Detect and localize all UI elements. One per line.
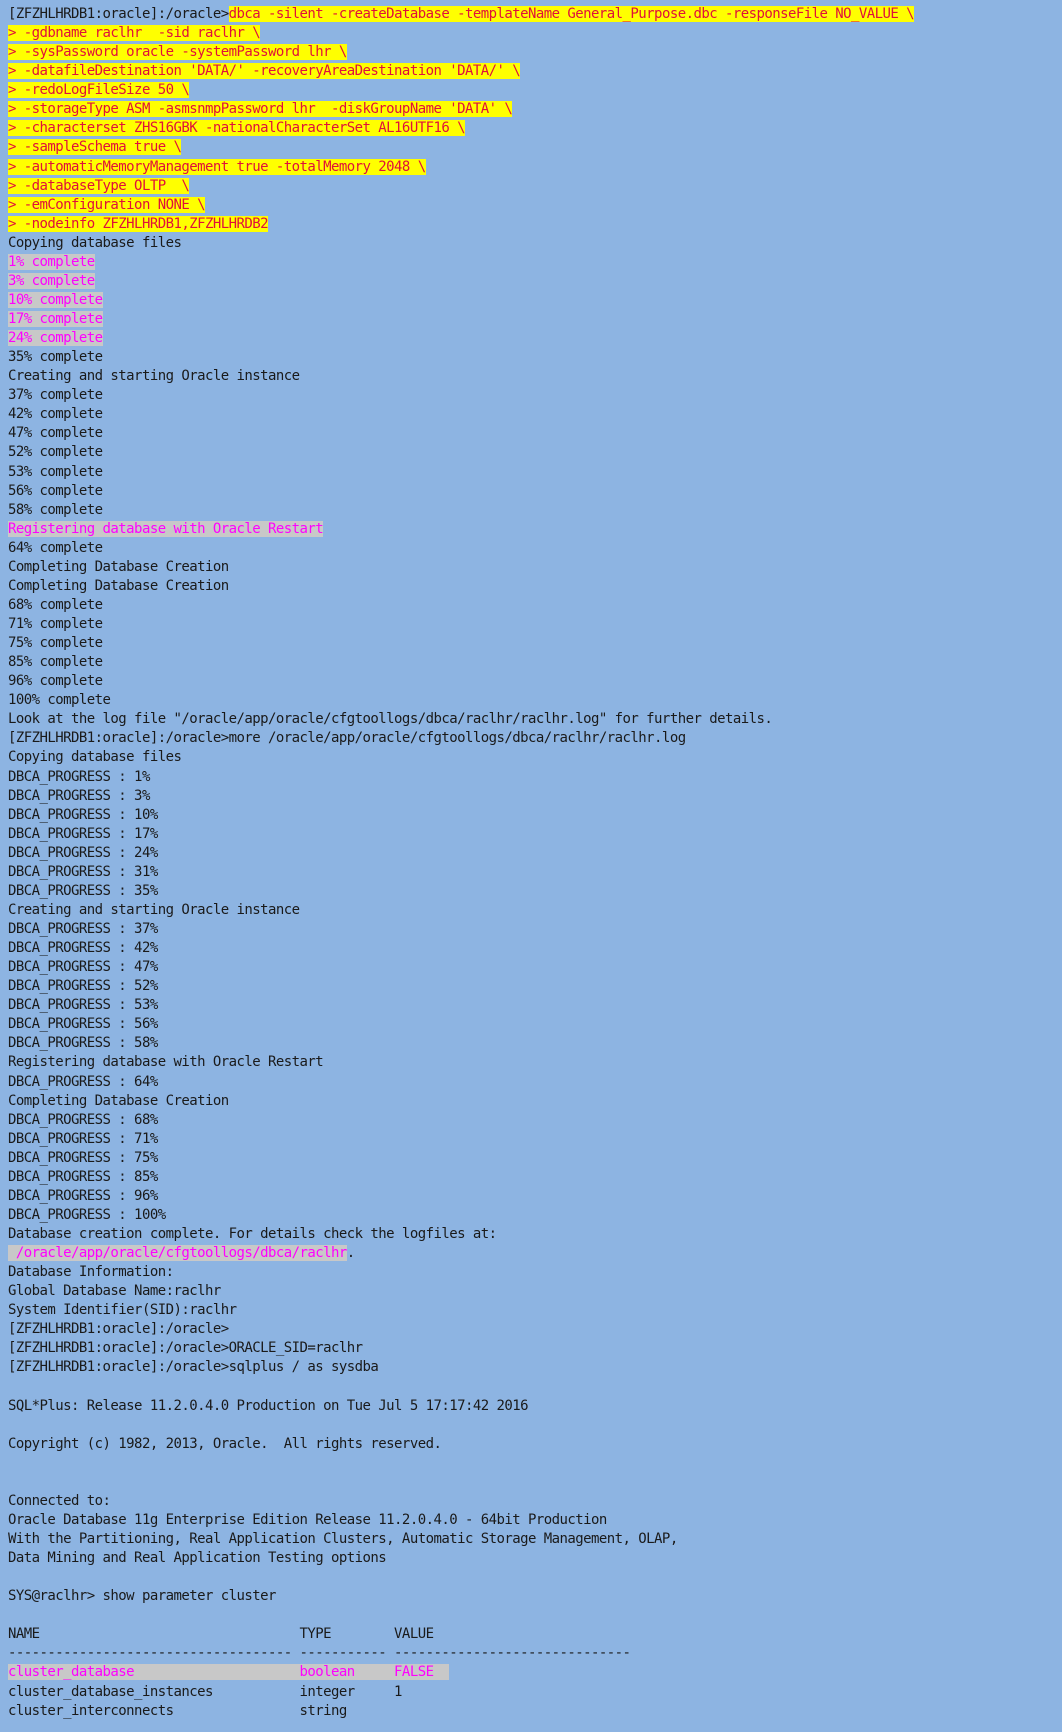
terminal-line	[8, 1587, 1062, 1606]
terminal-line	[8, 501, 1062, 520]
terminal-highlighted-text: 1% complete	[8, 253, 95, 270]
terminal-line-text: Data Mining and Real Application Testing options	[8, 1550, 387, 1567]
terminal-line	[8, 1130, 1062, 1149]
terminal-line-text: Global Database Name:raclhr	[8, 1283, 221, 1300]
terminal-line-text: Copying database files	[8, 234, 182, 251]
terminal-line-text: DBCA_PROGRESS : 100%	[8, 1206, 166, 1223]
terminal-line	[8, 158, 1062, 177]
terminal-line	[8, 119, 1062, 138]
terminal-highlighted-text: 17% complete	[8, 311, 103, 327]
terminal-highlighted-text: 10% complete	[8, 291, 103, 308]
terminal-highlighted-text: 24% complete	[8, 330, 103, 347]
terminal-line-text: Oracle Database 11g Enterprise Edition Release 11.2.0.4.0 - 64bit Production	[8, 1511, 607, 1528]
terminal-line	[8, 386, 1062, 405]
terminal-line	[8, 1301, 1062, 1320]
terminal-line	[8, 1168, 1062, 1187]
terminal-line	[8, 463, 1062, 482]
terminal-line-text: 56% complete	[8, 482, 103, 499]
terminal-line	[8, 1206, 1062, 1225]
terminal-line-text: 68% complete	[8, 596, 103, 613]
terminal-line-text: DBCA_PROGRESS : 10%	[8, 806, 158, 823]
terminal-line-text: Look at the log file "/oracle/app/oracle/cfgtoollogs/dbca/raclhr/raclhr.log" for further details.	[8, 711, 773, 728]
terminal-line	[8, 768, 1062, 787]
terminal-line-text: DBCA_PROGRESS : 53%	[8, 997, 158, 1014]
terminal-line	[8, 482, 1062, 501]
terminal-line	[8, 1663, 1062, 1682]
terminal-line	[8, 1034, 1062, 1053]
terminal-line	[8, 329, 1062, 348]
terminal-highlighted-text: > -emConfiguration NONE \	[8, 196, 205, 213]
terminal-line	[8, 1339, 1062, 1358]
terminal-line-text: Connected to:	[8, 1492, 111, 1509]
terminal-line-text: Copyright (c) 1982, 2013, Oracle. All rights reserved.	[8, 1435, 442, 1452]
terminal-line	[8, 1015, 1062, 1034]
terminal-line-text: Copying database files	[8, 749, 182, 766]
terminal-line	[8, 1397, 1062, 1416]
terminal-line	[8, 253, 1062, 272]
terminal-line	[8, 1263, 1062, 1282]
terminal-line	[8, 1683, 1062, 1702]
terminal-line	[8, 806, 1062, 825]
terminal-line	[8, 882, 1062, 901]
terminal-line	[8, 577, 1062, 596]
terminal-line-text: 42% complete	[8, 406, 103, 423]
terminal-line-text: DBCA_PROGRESS : 42%	[8, 940, 158, 957]
terminal-line	[8, 196, 1062, 215]
terminal-line-text: 71% complete	[8, 616, 103, 632]
terminal-line	[8, 825, 1062, 844]
terminal-line	[8, 1225, 1062, 1244]
terminal-highlighted-text: > -storageType ASM -asmsnmpPassword lhr -diskGroupName 'DATA' \	[8, 101, 513, 118]
terminal-line	[8, 1606, 1062, 1625]
terminal-line	[8, 977, 1062, 996]
terminal-line	[8, 939, 1062, 958]
terminal-highlighted-text: dbca -silent -createDatabase -templateName General_Purpose.dbc -responseFile NO_VALUE \	[228, 6, 915, 22]
terminal-highlighted-text: > -nodeinfo ZFZHLHRDB1,ZFZHLHRDB2	[8, 215, 268, 232]
terminal-highlighted-text: > -databaseType OLTP \	[8, 177, 190, 194]
terminal-line	[8, 424, 1062, 443]
terminal-line-text: Database Information:	[8, 1264, 174, 1281]
terminal-highlighted-text: > -sampleSchema true \	[8, 139, 182, 156]
terminal-line-text: Creating and starting Oracle instance	[8, 901, 300, 918]
terminal-line-text: DBCA_PROGRESS : 24%	[8, 844, 158, 861]
terminal-highlighted-text: > -gdbname raclhr -sid raclhr \	[8, 25, 261, 42]
terminal-line-text: DBCA_PROGRESS : 52%	[8, 978, 158, 995]
terminal-line	[8, 558, 1062, 577]
terminal-line	[8, 672, 1062, 691]
terminal-highlighted-text: /oracle/app/oracle/cfgtoollogs/dbca/raclhr	[8, 1245, 347, 1262]
terminal-line	[8, 62, 1062, 81]
terminal-line	[8, 310, 1062, 329]
terminal-line	[8, 691, 1062, 710]
terminal-line-text: [ZFZHLHRDB1:oracle]:/oracle>sqlplus / as sysdba	[8, 1359, 379, 1376]
terminal-line-text: 75% complete	[8, 635, 103, 652]
terminal-line	[8, 234, 1062, 253]
terminal-line-text: DBCA_PROGRESS : 37%	[8, 921, 158, 937]
terminal-line	[8, 920, 1062, 939]
terminal-line	[8, 1549, 1062, 1568]
terminal-line	[8, 1416, 1062, 1435]
terminal-line-suffix: .	[346, 1245, 355, 1262]
terminal-line	[8, 1053, 1062, 1072]
terminal-line-text: 53% complete	[8, 463, 103, 480]
terminal-line-text: Database creation complete. For details check the logfiles at:	[8, 1226, 497, 1242]
terminal-line	[8, 1320, 1062, 1339]
terminal-line-text: DBCA_PROGRESS : 56%	[8, 1016, 158, 1033]
terminal-line	[8, 1282, 1062, 1301]
terminal-line-text: 58% complete	[8, 501, 103, 518]
terminal-line-text: Registering database with Oracle Restart	[8, 1054, 324, 1071]
terminal-line-text: DBCA_PROGRESS : 47%	[8, 959, 158, 976]
terminal-highlighted-text: > -sysPassword oracle -systemPassword lhr \	[8, 44, 347, 61]
terminal-line	[8, 1625, 1062, 1644]
terminal-line	[8, 100, 1062, 119]
terminal-line-text: DBCA_PROGRESS : 64%	[8, 1073, 158, 1090]
terminal-line	[8, 405, 1062, 424]
terminal-line-text: DBCA_PROGRESS : 17%	[8, 825, 158, 842]
terminal-line	[8, 710, 1062, 729]
terminal-highlighted-text: 3% complete	[8, 272, 95, 289]
terminal-line	[8, 520, 1062, 539]
terminal-line	[8, 996, 1062, 1015]
terminal-line-text: NAME TYPE VALUE	[8, 1626, 434, 1643]
terminal-line	[8, 5, 1062, 24]
terminal-line-text: Creating and starting Oracle instance	[8, 368, 300, 385]
terminal-line-text: [ZFZHLHRDB1:oracle]:/oracle>	[8, 1321, 229, 1338]
terminal-line-text: cluster_interconnects string	[8, 1702, 347, 1719]
terminal-highlighted-text: cluster_database boolean FALSE	[8, 1664, 450, 1681]
terminal-line	[8, 1492, 1062, 1511]
terminal-line-text: [ZFZHLHRDB1:oracle]:/oracle>more /oracle/app/oracle/cfgtoollogs/dbca/raclhr/raclhr.log	[8, 730, 686, 747]
terminal-line	[8, 1702, 1062, 1721]
terminal-line-text: DBCA_PROGRESS : 35%	[8, 882, 158, 899]
terminal-line	[8, 1092, 1062, 1111]
terminal-line	[8, 863, 1062, 882]
terminal-line-text: DBCA_PROGRESS : 75%	[8, 1149, 158, 1166]
terminal-line	[8, 81, 1062, 100]
terminal-line	[8, 291, 1062, 310]
terminal-line	[8, 596, 1062, 615]
terminal-line	[8, 539, 1062, 558]
terminal-line	[8, 1511, 1062, 1530]
terminal-line	[8, 1187, 1062, 1206]
terminal-line	[8, 634, 1062, 653]
terminal-line-text: System Identifier(SID):raclhr	[8, 1302, 237, 1319]
terminal-line-text: Completing Database Creation	[8, 1092, 229, 1109]
terminal-line-text: DBCA_PROGRESS : 96%	[8, 1187, 158, 1204]
terminal-line-text: 100% complete	[8, 692, 111, 709]
terminal-line-text: DBCA_PROGRESS : 3%	[8, 787, 150, 804]
terminal-line-text: DBCA_PROGRESS : 85%	[8, 1168, 158, 1185]
terminal-line	[8, 1378, 1062, 1397]
terminal-line	[8, 1358, 1062, 1377]
terminal-line-text: 52% complete	[8, 444, 103, 461]
terminal-line-text: 35% complete	[8, 349, 103, 366]
terminal-line-text: SYS@raclhr> show parameter cluster	[8, 1588, 276, 1605]
terminal-line	[8, 1244, 1062, 1263]
terminal-line-text: 96% complete	[8, 673, 103, 690]
terminal-line-text: 37% complete	[8, 387, 103, 404]
terminal-line	[8, 367, 1062, 386]
terminal-line	[8, 844, 1062, 863]
terminal-highlighted-text: > -characterset ZHS16GBK -nationalCharacterSet AL16UTF16 \	[8, 120, 465, 137]
terminal-highlighted-text: > -datafileDestination 'DATA/' -recoveryAreaDestination 'DATA/' \	[8, 63, 521, 80]
terminal-highlighted-text: Registering database with Oracle Restart	[8, 520, 324, 537]
terminal-line-text: DBCA_PROGRESS : 1%	[8, 768, 150, 785]
terminal-highlighted-text: > -automaticMemoryManagement true -totalMemory 2048 \	[8, 158, 426, 175]
terminal-line	[8, 443, 1062, 462]
terminal-line	[8, 1435, 1062, 1454]
terminal-line	[8, 958, 1062, 977]
terminal-line	[8, 215, 1062, 234]
terminal-line	[8, 1073, 1062, 1092]
terminal-line-text: DBCA_PROGRESS : 58%	[8, 1035, 158, 1052]
terminal-line-text: 64% complete	[8, 539, 103, 556]
terminal-line	[8, 901, 1062, 920]
terminal-line	[8, 1454, 1062, 1473]
terminal-line	[8, 43, 1062, 62]
terminal-line-text: [ZFZHLHRDB1:oracle]:/oracle>ORACLE_SID=raclhr	[8, 1340, 363, 1357]
terminal-line-text: DBCA_PROGRESS : 68%	[8, 1111, 158, 1128]
terminal-line	[8, 1473, 1062, 1492]
terminal-line	[8, 1530, 1062, 1549]
terminal-line-text: cluster_database_instances integer 1	[8, 1683, 402, 1700]
terminal-line	[8, 615, 1062, 634]
terminal-line-text: Completing Database Creation	[8, 558, 229, 575]
terminal-line-text: Completing Database Creation	[8, 577, 229, 594]
terminal-line-text: [ZFZHLHRDB1:oracle]:/oracle>	[8, 6, 229, 22]
terminal-line-text: DBCA_PROGRESS : 71%	[8, 1130, 158, 1147]
terminal-line	[8, 177, 1062, 196]
terminal-highlighted-text: > -redoLogFileSize 50 \	[8, 82, 190, 99]
terminal-line	[8, 729, 1062, 748]
terminal-line	[8, 653, 1062, 672]
terminal-line-text: 85% complete	[8, 654, 103, 671]
terminal-line	[8, 1111, 1062, 1130]
terminal-line-text: DBCA_PROGRESS : 31%	[8, 863, 158, 880]
terminal-line	[8, 787, 1062, 806]
terminal-line	[8, 1568, 1062, 1587]
terminal-line-text: With the Partitioning, Real Application Clusters, Automatic Storage Management, OLAP,	[8, 1531, 678, 1547]
terminal-line	[8, 348, 1062, 367]
terminal-line	[8, 748, 1062, 767]
terminal-line-text: SQL*Plus: Release 11.2.0.4.0 Production on Tue Jul 5 17:17:42 2016	[8, 1397, 528, 1414]
terminal-line	[8, 138, 1062, 157]
terminal-line	[8, 24, 1062, 43]
terminal-line	[8, 1644, 1062, 1663]
terminal-line	[8, 1149, 1062, 1168]
terminal-line-text: 47% complete	[8, 425, 103, 442]
terminal-line-text: ------------------------------------ ----------- ------------------------------	[8, 1645, 631, 1662]
terminal-line	[8, 272, 1062, 291]
